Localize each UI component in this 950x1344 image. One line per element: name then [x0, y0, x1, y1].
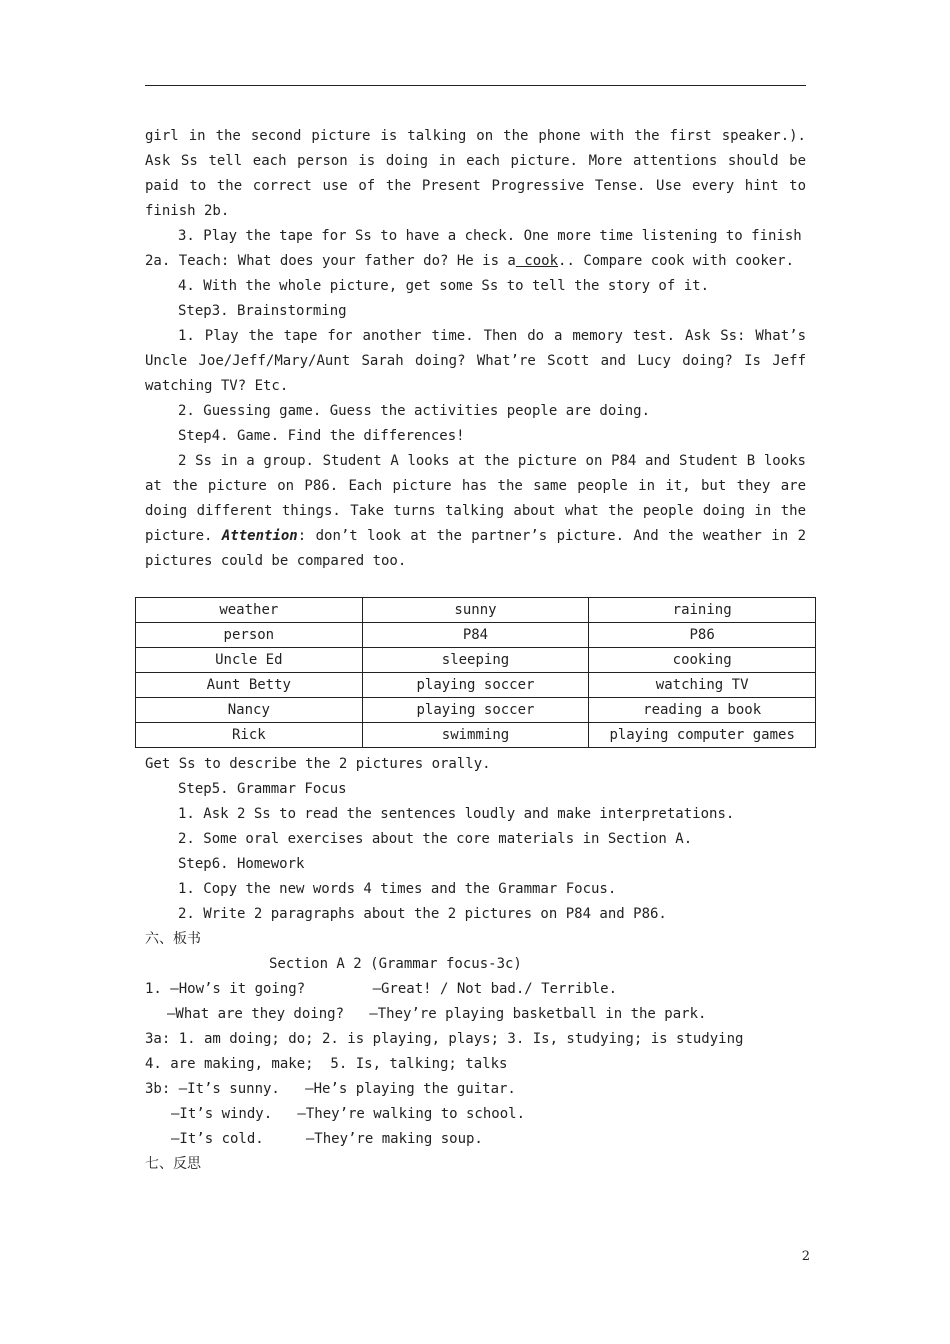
- paragraph: 3. Play the tape for Ss to have a check. One more time listening to finish: [178, 228, 802, 244]
- table-cell: reading a book: [589, 698, 816, 723]
- table-cell: sunny: [362, 598, 589, 623]
- table-cell: raining: [589, 598, 816, 623]
- table-cell: playing computer games: [589, 723, 816, 748]
- paragraph: 1. Copy the new words 4 times and the Grammar Focus.: [178, 881, 617, 897]
- table-cell: P84: [362, 623, 589, 648]
- board-line: 1. —How’s it going? —Great! / Not bad./ Terrible.: [145, 981, 618, 997]
- board-line: 4. are making, make; 5. Is, talking; talks: [145, 1056, 508, 1072]
- header-rule: [145, 85, 806, 86]
- table-cell: Uncle Ed: [136, 648, 363, 673]
- body-text-bottom: [145, 752, 806, 1177]
- paragraph: girl in the second picture is talking on the phone with the first speaker.). Ask Ss tell each person is doing in each picture. More attentions should be paid to the correct use of the Present Progressive Tense. Use every hint to finish 2b.: [145, 128, 806, 219]
- differences-table: [135, 597, 816, 748]
- paragraph: 2. Write 2 paragraphs about the 2 pictures on P84 and P86.: [178, 906, 667, 922]
- paragraph: 2. Guessing game. Guess the activities people are doing.: [178, 403, 651, 419]
- table-cell: weather: [136, 598, 363, 623]
- step-heading: Step5. Grammar Focus: [178, 781, 347, 797]
- table-cell: watching TV: [589, 673, 816, 698]
- table-row: [136, 623, 816, 648]
- paragraph: 1. Ask 2 Ss to read the sentences loudly and make interpretations.: [178, 806, 735, 822]
- section-heading-board: 六、板书: [145, 931, 201, 947]
- board-title: Section A 2 (Grammar focus-3c): [269, 956, 522, 972]
- attention-label: Attention: [221, 528, 298, 544]
- table-row: [136, 598, 816, 623]
- board-line: 3a: 1. am doing; do; 2. is playing, plays; 3. Is, studying; is studying: [145, 1031, 744, 1047]
- paragraph: 2 Ss in a group. Student A looks at the picture on P84 and Student B looks at the picture on P86. Each picture has the same people in it, but they are doing different things. Take turns talking about what the people doing in the picture. Attention: don’t look at the partner’s picture. And the weather in 2 pictures could be compared too.: [145, 453, 806, 569]
- table-row: [136, 698, 816, 723]
- table-cell: playing soccer: [362, 673, 589, 698]
- table-cell: Nancy: [136, 698, 363, 723]
- page-number: 2: [801, 1249, 810, 1264]
- table-cell: sleeping: [362, 648, 589, 673]
- table-cell: person: [136, 623, 363, 648]
- paragraph: 4. With the whole picture, get some Ss to tell the story of it.: [178, 278, 710, 294]
- board-line: —What are they doing? —They’re playing basketball in the park.: [167, 1006, 707, 1022]
- paragraph: 2. Some oral exercises about the core materials in Section A.: [178, 831, 693, 847]
- board-line: —It’s windy. —They’re walking to school.: [171, 1106, 526, 1122]
- underlined-word: cook: [515, 253, 559, 269]
- body-text-top: [145, 124, 806, 574]
- table-cell: Aunt Betty: [136, 673, 363, 698]
- section-heading-reflection: 七、反思: [145, 1156, 201, 1172]
- board-line: 3b: —It’s sunny. —He’s playing the guitar.: [145, 1081, 516, 1097]
- table-cell: cooking: [589, 648, 816, 673]
- table-cell: swimming: [362, 723, 589, 748]
- table-row: [136, 648, 816, 673]
- paragraph: Get Ss to describe the 2 pictures orally.: [145, 756, 491, 772]
- table-row: [136, 723, 816, 748]
- step-heading: Step3. Brainstorming: [178, 303, 347, 319]
- table-cell: playing soccer: [362, 698, 589, 723]
- table-row: [136, 673, 816, 698]
- table-cell: P86: [589, 623, 816, 648]
- step-heading: Step6. Homework: [178, 856, 305, 872]
- board-line: —It’s cold. —They’re making soup.: [171, 1131, 483, 1147]
- paragraph: 2a. Teach: What does your father do? He is a cook.. Compare cook with cooker.: [145, 253, 795, 269]
- step-heading: Step4. Game. Find the differences!: [178, 428, 465, 444]
- paragraph: 1. Play the tape for another time. Then do a memory test. Ask Ss: What’s Uncle Joe/Jeff/Mary/Aunt Sarah doing? What’re Scott and Lucy doing? Is Jeff watching TV? Etc.: [145, 328, 806, 394]
- table-cell: Rick: [136, 723, 363, 748]
